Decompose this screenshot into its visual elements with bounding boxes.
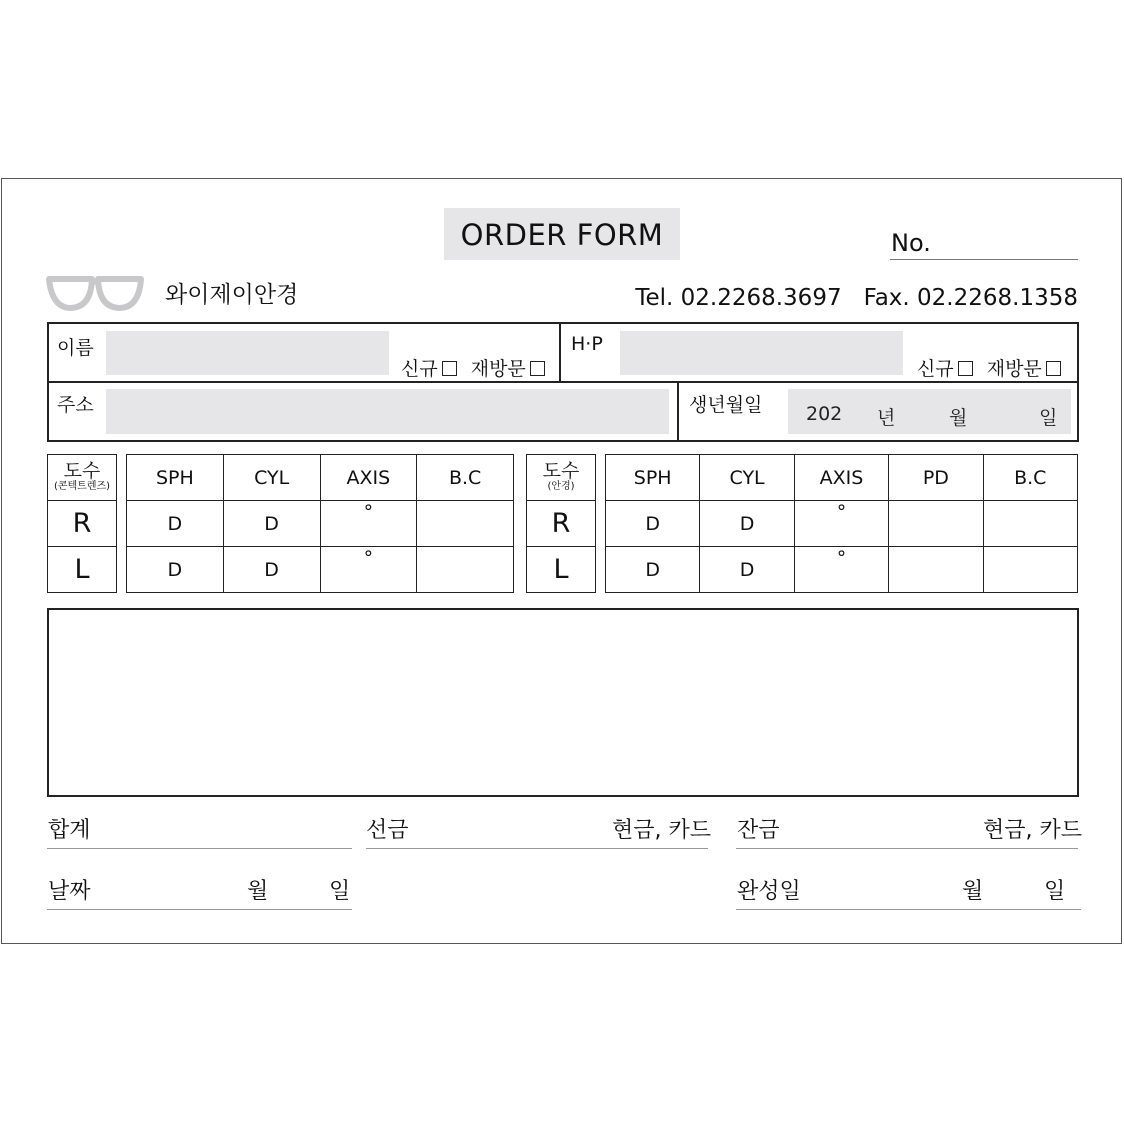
table-row — [606, 501, 1078, 547]
col-header: AXIS — [320, 455, 417, 501]
right-eye-label: R — [48, 501, 117, 547]
glasses-header — [527, 455, 596, 501]
address-field[interactable] — [106, 389, 669, 434]
table-row — [606, 547, 1078, 593]
col-header: PD — [889, 455, 983, 501]
contact-lens-table — [126, 454, 514, 593]
bc-cell[interactable] — [983, 501, 1077, 547]
revisit-label: 재방문 — [470, 358, 526, 380]
new-label: 신규 — [917, 358, 954, 380]
memo-box[interactable] — [47, 608, 1079, 797]
balance-label: 잔금 — [737, 818, 780, 843]
pd-cell[interactable] — [889, 547, 983, 593]
form-title: ORDER FORM — [460, 218, 664, 252]
contact-info — [540, 285, 1078, 311]
total-line[interactable] — [47, 848, 352, 849]
dosu-sublabel: (안경) — [547, 481, 575, 492]
left-eye-label: L — [527, 547, 596, 593]
cyl-cell[interactable]: D — [700, 501, 794, 547]
tel-number: Tel. 02.2268.3697 — [635, 285, 842, 311]
order-number-label: No. — [891, 229, 931, 257]
balance-line[interactable] — [736, 848, 1078, 849]
glasses-row-labels — [526, 454, 596, 593]
dosu-label: 도수 — [63, 460, 101, 482]
cyl-cell[interactable]: D — [223, 547, 320, 593]
bc-cell[interactable] — [417, 501, 514, 547]
col-header: SPH — [127, 455, 224, 501]
glasses-icon — [46, 274, 144, 312]
col-header: SPH — [606, 455, 700, 501]
completion-day-unit: 일 — [1044, 879, 1066, 904]
order-number-line[interactable] — [890, 259, 1078, 260]
date-label: 날짜 — [48, 879, 91, 904]
new-label: 신규 — [401, 358, 438, 380]
date-day-unit: 일 — [329, 879, 351, 904]
col-header: CYL — [700, 455, 794, 501]
contact-lens-header — [48, 455, 117, 501]
cyl-cell[interactable]: D — [700, 547, 794, 593]
axis-cell[interactable]: ° — [794, 547, 888, 593]
shop-name: 와이제이안경 — [165, 282, 299, 308]
sph-cell[interactable]: D — [127, 501, 224, 547]
right-eye-label: R — [527, 501, 596, 547]
revisit-checkbox[interactable] — [530, 361, 545, 376]
name-label: 이름 — [57, 337, 94, 359]
axis-cell[interactable]: ° — [794, 501, 888, 547]
divider — [559, 322, 561, 382]
table-row — [127, 501, 514, 547]
completion-line[interactable] — [736, 909, 1081, 910]
new-checkbox[interactable] — [442, 361, 457, 376]
dosu-sublabel: (콘텍트렌즈) — [53, 481, 111, 492]
date-month-unit: 월 — [247, 879, 269, 904]
sph-cell[interactable]: D — [127, 547, 224, 593]
birth-month-unit: 월 — [949, 407, 968, 429]
axis-cell[interactable]: ° — [320, 547, 417, 593]
sph-cell[interactable]: D — [606, 547, 700, 593]
address-label: 주소 — [57, 394, 94, 416]
divider — [677, 381, 679, 442]
birth-label: 생년월일 — [689, 394, 763, 416]
visit-type-left — [401, 354, 545, 381]
divider — [47, 381, 1079, 383]
sph-cell[interactable]: D — [606, 501, 700, 547]
birth-year-prefix: 202 — [806, 403, 843, 425]
bc-cell[interactable] — [417, 547, 514, 593]
completion-month-unit: 월 — [962, 879, 984, 904]
axis-cell[interactable]: ° — [320, 501, 417, 547]
left-eye-label: L — [48, 547, 117, 593]
revisit-checkbox[interactable] — [1046, 361, 1061, 376]
completion-label: 완성일 — [737, 879, 801, 904]
pd-cell[interactable] — [889, 501, 983, 547]
birth-year-unit: 년 — [877, 407, 896, 429]
birth-day-unit: 일 — [1039, 407, 1058, 429]
deposit-label: 선금 — [366, 818, 409, 843]
bc-cell[interactable] — [983, 547, 1077, 593]
deposit-line[interactable] — [366, 848, 708, 849]
revisit-label: 재방문 — [986, 358, 1042, 380]
col-header: B.C — [417, 455, 514, 501]
name-field[interactable] — [106, 331, 389, 375]
col-header: B.C — [983, 455, 1077, 501]
new-checkbox[interactable] — [958, 361, 973, 376]
dosu-label: 도수 — [542, 460, 580, 482]
balance-method: 현금, 카드 — [983, 818, 1082, 843]
deposit-method: 현금, 카드 — [612, 818, 711, 843]
col-header: AXIS — [794, 455, 888, 501]
total-label: 합계 — [48, 818, 91, 843]
glasses-table — [605, 454, 1078, 593]
visit-type-right — [917, 354, 1061, 381]
contact-lens-row-labels — [47, 454, 117, 593]
hp-field[interactable] — [620, 331, 903, 375]
fax-number: Fax. 02.2268.1358 — [863, 285, 1078, 311]
cyl-cell[interactable]: D — [223, 501, 320, 547]
table-row — [127, 547, 514, 593]
col-header: CYL — [223, 455, 320, 501]
date-line[interactable] — [47, 909, 352, 910]
hp-label: H·P — [571, 333, 603, 355]
